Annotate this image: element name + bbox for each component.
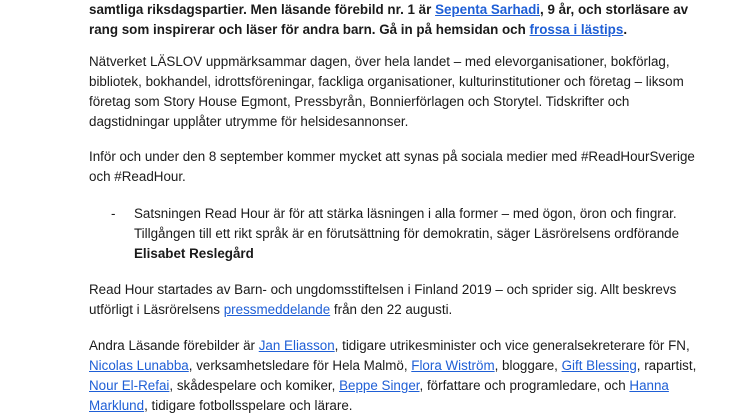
link-hanna-marklund[interactable]: Hanna Marklund [89, 378, 669, 413]
link-beppe-singer[interactable]: Beppe Singer [339, 378, 420, 393]
link-frossa-i-lastips[interactable]: frossa i lästips [529, 22, 624, 37]
link-flora-wistrom[interactable]: Flora Wiström [411, 358, 495, 373]
link-jan-eliasson[interactable]: Jan Eliasson [258, 338, 335, 353]
link-nicolas-lunabba[interactable]: Nicolas Lunabba [89, 358, 189, 373]
quote-text [134, 204, 709, 264]
network-paragraph: Nätverket LÄSLOV uppmärksammar dagen, över hela landet – med elevorganisationer, bokförlag, bibliotek, bokhandel, idrottsföreningar, fackliga organisationer, kulturinstitutioner och företag – liksom företag som Story House Egmont, Pressbyrån, Bonnierförlagen och Storytel. Tidskrifter och dagstidningar upplåter utrymme för helsidesannonser. [89, 54, 684, 129]
role-text-5: , rapartist, [636, 358, 697, 373]
link-pressmeddelande[interactable]: pressmeddelande [223, 302, 331, 317]
role-text-8: , tidigare fotbollsspelare och lärare. [144, 398, 353, 413]
bullet-dash: - [111, 206, 116, 221]
origin-text-2: från den 22 augusti. [330, 302, 453, 317]
role-text-1: Andra Läsande förebilder är [89, 338, 259, 353]
link-gift-blessing[interactable]: Gift Blessing [561, 358, 637, 373]
quote-author: Elisabet Reslegård [134, 246, 254, 261]
link-sepenta-sarhadi[interactable]: Sepenta Sarhadi [435, 2, 540, 17]
role-text-2: , tidigare utrikesminister och vice generalsekreterare för FN, [334, 338, 690, 353]
quote-body: Satsningen Read Hour är för att stärka läsningen i alla former – med ögon, öron och fingrar. Tillgången till ett rikt språk är en förutsättning för demokratin, säger Läsrörelsens ordförande [134, 206, 680, 241]
intro-text-2: , 9 år, och storläsare av rang som inspirerar och läser för andra barn. Gå in på hemsidan och [89, 2, 689, 37]
origin-text-1: Read Hour startades av Barn- och ungdomsstiftelsen i Finland 2019 – och sprider sig. Allt beskrevs utförligt i Läsrörelsens [89, 282, 677, 317]
intro-paragraph [89, 0, 709, 40]
role-text-4: , bloggare, [494, 358, 562, 373]
role-models-paragraph [89, 336, 709, 416]
intro-text-3: . [623, 22, 628, 37]
intro-text-1: samtliga riksdagspartier. Men läsande förebild nr. 1 är [89, 2, 436, 17]
link-nour-el-refai[interactable]: Nour El-Refai [89, 378, 170, 393]
social-media-paragraph: Inför och under den 8 september kommer mycket att synas på sociala medier med #ReadHourSverige och #ReadHour. [89, 149, 695, 184]
role-text-7: , författare och programledare, och [419, 378, 630, 393]
role-text-3: , verksamhetsledare för Hela Malmö, [188, 358, 412, 373]
role-text-6: , skådespelare och komiker, [169, 378, 340, 393]
origin-paragraph [89, 280, 709, 320]
